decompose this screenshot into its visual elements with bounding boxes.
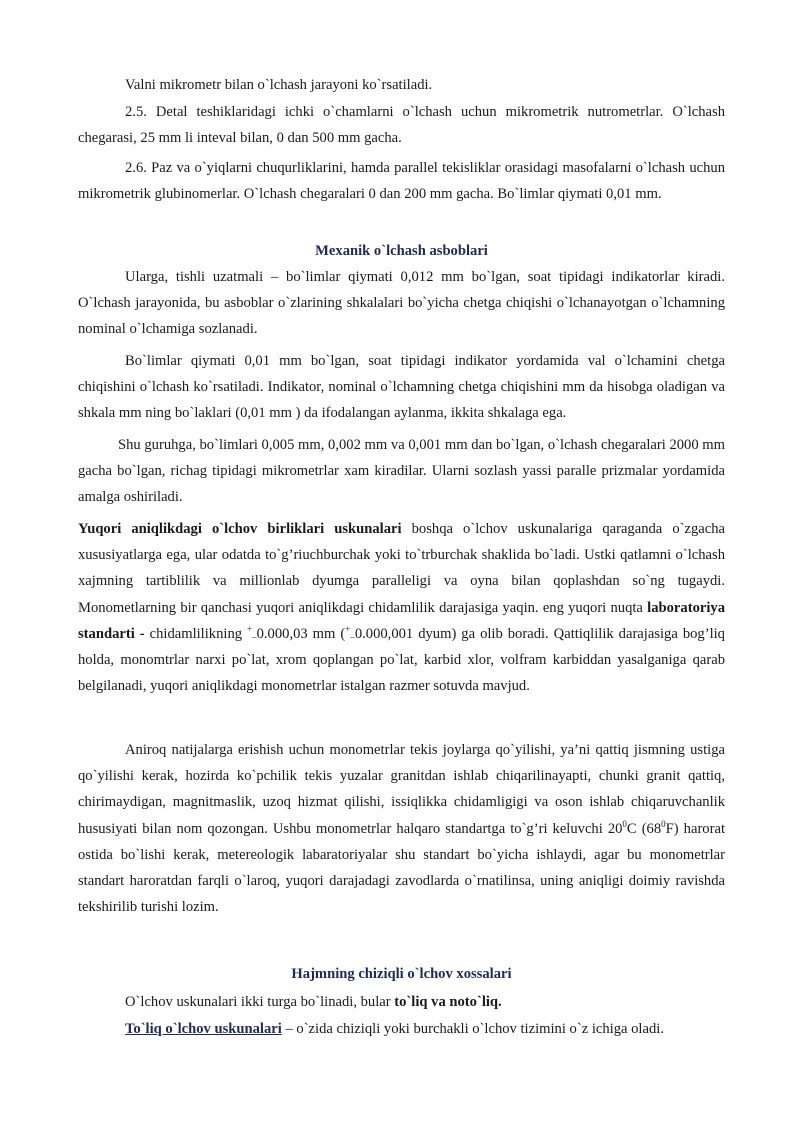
minus-sign: – [350,631,355,642]
section-heading-linear: Hajmning chiziqli o`lchov xossalari [291,966,512,982]
paragraph-text: Aniroq natijalarga erishish uchun monometrlar tekis joylarga qo`yilishi, ya’ni qattiq jismning ustiga qo`yilishi kerak, hozirda ko`pchilik tekis yuzalar granitdan ishlab chiqarilinayapti, chunki granit qattiq, chirimaydigan, magnitmaslik, uzoq hizmat qilishi, issiqlikka chidamligigi va oson ishlab chiqaruvchanlik hususiyati bilan nom qozongan. Ushbu monometrlar halqaro standartga to`g’ri keluvchi 20 [78,742,725,837]
plus-sign: + [345,623,351,634]
paragraph-2-5: 2.5. Detal teshiklaridagi ichki o`chamlarni o`lchash uchun mikrometrik nutrometrlar. O`lchash chegarasi, 25 mm li inteval bilan, 0 dan 500 mm gacha. [78,104,725,147]
paragraph-indicators: Ularga, tishli uzatmali – bo`limlar qiymati 0,012 mm bo`lgan, soat tipidagi indikatorlar kiradi. O`lchash jarayonida, bu asboblar o`zlarining shkalalari bo`yicha chetga chiqishi o`lchanayotgan o`lchamning nominal o`lchamiga sozlanadi. [78,269,725,338]
paragraph-indicator-usage: Bo`limlar qiymati 0,01 mm bo`lgan, soat tipidagi indikator yordamida val o`lchamini chetga chiqishini o`lchash ko`rsatiladi. Indikator, nominal o`lchamning chetga chiqishini mm da hisobga oladigan va shkala mm ning bo`laklari (0,01 mm ) da ifodalangan aylanma, ikkita shkalaga ega. [78,353,725,422]
paragraph-text: chidamlilikning [144,625,248,642]
paragraph-1: Valni mikrometr bilan o`lchash jarayoni ko`rsatiladi. [125,77,433,93]
section-heading-mechanical: Mexanik o`lchash asboblari [315,243,488,259]
paragraph-granite-surfaces [78,737,725,920]
bold-term-lab-standard: laboratoriya standarti - [78,599,725,642]
paragraph-high-precision [78,516,725,699]
paragraph-lever-micrometers: Shu guruhga, bo`limlari 0,005 mm, 0,002 mm va 0,001 mm dan bo`lgan, o`lchash chegaralari 2000 mm gacha bo`lgan, richag tipidagi mikrometrlar xam kiradilar. Ularni sozlash yassi paralle prizmalar yordamida amalga oshiriladi. [78,437,725,506]
paragraph-text: O`lchov uskunalari ikki turga bo`linadi, bular [125,994,395,1010]
paragraph-2-6: 2.6. Paz va o`yiqlarni chuqurliklarini, hamda parallel tekisliklar orasidagi masofalarni o`lchash uchun mikrometrik glubinomerlar. O`lchash chegaralari 0 dan 200 mm gacha. Bo`limlar qiymati 0,01 mm. [78,160,725,203]
degree-sign: 0 [661,818,666,829]
paragraph-text: boshqa o`lchov uskunalariga qaraganda o`zgacha xususiyatlarga ega, ular odatda to`g’riuchburchak yoki to`trburchak shaklida bo`ladi. Ustki qatlamni o`lchash xajmning tartiblilik va millionlab dyumga paralleligi va oyna bilan qoplashdan so`ng tugaydi. Monometlarning bir qanchasi yuqori aniqlikdagi chidamlilik darajasiga yaqin. eng yuqori nuqta [78,521,725,616]
minus-sign: – [252,631,257,642]
paragraph-full-instruments [78,1016,725,1042]
plus-sign: + [247,623,253,634]
bold-term-high-precision: Yuqori aniqlikdagi o`lchov birliklari uskunalari [78,521,402,537]
bold-term-full-instruments: To`liq o`lchov uskunalari [125,1021,282,1037]
degree-sign: 0 [622,818,627,829]
paragraph-text: F) harorat ostida bo`lishi kerak, metereologik labaratoriyalar shu standart bo`yicha ishlaydi, agar bu monometrlar standart haroratdan farqli o`laroq, yuqori darajadagi zavodlarda o`rnatilinsa, uning aniqligi doimiy ravishda tekshirilib turishi lozim. [78,820,725,916]
paragraph-text: 0.000,001 dyum) ga olib boradi. Qattiqlilik darajasiga bog’liq holda, monomtrlar narxi po`lat, xrom qoplangan po`lat, karbid xlor, volfram karbiddan yasalganiga qarab belgilanadi, yuqori aniqlikdagi monometrlar istalgan razmer sotuvda mavjud. [78,625,725,695]
paragraph-text: – o`zida chiziqli yoki burchakli o`lchov tizimini o`z ichiga oladi. [281,1021,664,1037]
paragraph-text: C (68 [626,820,662,837]
paragraph-text: 0.000,03 mm ( [256,625,346,642]
bold-term-types: to`liq va noto`liq. [394,994,502,1010]
paragraph-types [78,989,725,1015]
